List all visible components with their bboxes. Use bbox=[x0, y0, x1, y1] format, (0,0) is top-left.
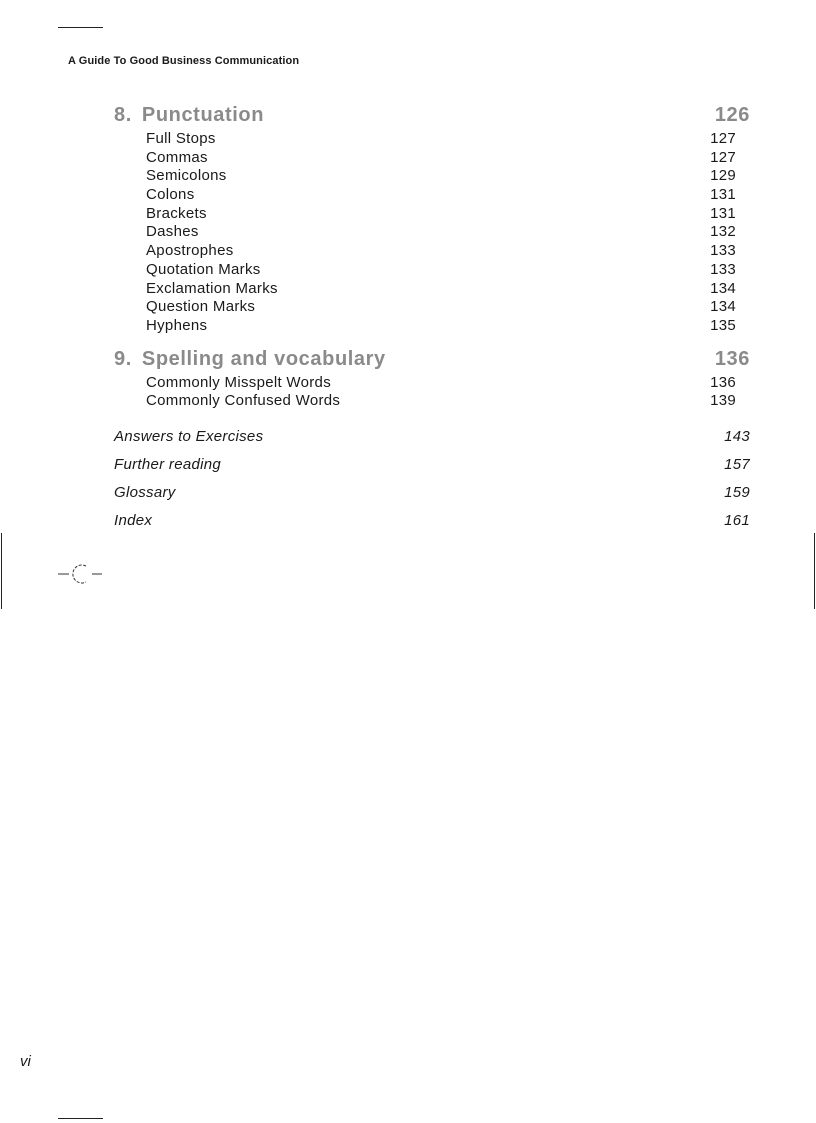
entry-page: 161 bbox=[724, 511, 750, 529]
entry-page: 157 bbox=[724, 455, 750, 473]
entry-title: Glossary bbox=[114, 483, 176, 501]
entry-title: Brackets bbox=[146, 204, 207, 222]
toc-entry[interactable] bbox=[114, 374, 750, 393]
chapter-8 bbox=[114, 104, 750, 336]
toc-entry[interactable] bbox=[114, 223, 750, 242]
back-matter-entry[interactable] bbox=[114, 479, 750, 507]
entry-title: Colons bbox=[146, 186, 195, 204]
toc-entry[interactable] bbox=[114, 130, 750, 149]
entry-title: Commonly Misspelt Words bbox=[146, 373, 331, 391]
chapter-heading[interactable] bbox=[114, 348, 750, 374]
crop-mark-bottom bbox=[58, 1118, 103, 1119]
toc-entry[interactable] bbox=[114, 261, 750, 280]
entry-page: 136 bbox=[710, 373, 736, 391]
entry-page: 135 bbox=[710, 316, 736, 334]
running-head: A Guide To Good Business Communication bbox=[68, 55, 300, 67]
chapter-title-group bbox=[114, 348, 386, 371]
back-matter-entry[interactable] bbox=[114, 507, 750, 535]
entry-page: 131 bbox=[710, 204, 736, 222]
toc-entry[interactable] bbox=[114, 317, 750, 336]
entry-title: Question Marks bbox=[146, 298, 256, 316]
chapter-number: 8. bbox=[114, 104, 132, 126]
entry-page: 132 bbox=[710, 223, 736, 241]
table-of-contents bbox=[114, 104, 750, 535]
page-folio: vi bbox=[20, 1053, 31, 1070]
entry-title: Index bbox=[114, 511, 153, 529]
crop-mark-left bbox=[1, 533, 2, 609]
chapter-heading[interactable] bbox=[114, 104, 750, 130]
toc-entry[interactable] bbox=[114, 392, 750, 411]
entry-page: 131 bbox=[710, 186, 736, 204]
entry-title: Commas bbox=[146, 148, 208, 166]
back-matter-entry[interactable] bbox=[114, 423, 750, 451]
toc-entry[interactable] bbox=[114, 205, 750, 224]
entry-title: Further reading bbox=[114, 455, 222, 473]
entry-page: 127 bbox=[710, 148, 736, 166]
entry-title: Full Stops bbox=[146, 130, 216, 147]
entry-title: Commonly Confused Words bbox=[146, 392, 341, 410]
chapter-9 bbox=[114, 348, 750, 411]
crop-mark-top bbox=[58, 27, 103, 28]
entry-title: Answers to Exercises bbox=[114, 427, 264, 445]
entry-page: 133 bbox=[710, 260, 736, 278]
toc-entry[interactable] bbox=[114, 149, 750, 168]
chapter-title: Spelling and vocabulary bbox=[141, 347, 386, 370]
entry-page: 129 bbox=[710, 167, 736, 185]
entry-title: Apostrophes bbox=[146, 242, 234, 260]
entry-page: 134 bbox=[710, 298, 736, 316]
toc-entry[interactable] bbox=[114, 186, 750, 205]
entry-page: 139 bbox=[710, 392, 736, 410]
entry-page: 159 bbox=[724, 483, 750, 501]
back-matter-list bbox=[114, 423, 750, 535]
toc-entry[interactable] bbox=[114, 298, 750, 317]
registration-mark-icon bbox=[58, 562, 106, 586]
chapter-title-group bbox=[114, 104, 264, 127]
entry-title: Exclamation Marks bbox=[146, 279, 278, 297]
entry-page: 143 bbox=[724, 427, 750, 445]
back-matter-entry[interactable] bbox=[114, 451, 750, 479]
entry-title: Semicolons bbox=[146, 167, 227, 185]
entry-page: 134 bbox=[710, 279, 736, 297]
chapter-number: 9. bbox=[114, 347, 132, 370]
entry-title: Hyphens bbox=[146, 316, 208, 334]
chapter-page: 136 bbox=[714, 347, 750, 370]
entry-title: Dashes bbox=[146, 223, 199, 241]
entry-page: 133 bbox=[710, 242, 736, 260]
crop-mark-right bbox=[814, 533, 815, 609]
entry-title: Quotation Marks bbox=[146, 260, 261, 278]
chapter-page: 126 bbox=[714, 104, 750, 126]
toc-entry[interactable] bbox=[114, 242, 750, 261]
toc-entry[interactable] bbox=[114, 167, 750, 186]
chapter-title: Punctuation bbox=[141, 104, 265, 126]
toc-entry[interactable] bbox=[114, 280, 750, 299]
entry-page: 127 bbox=[710, 130, 736, 147]
